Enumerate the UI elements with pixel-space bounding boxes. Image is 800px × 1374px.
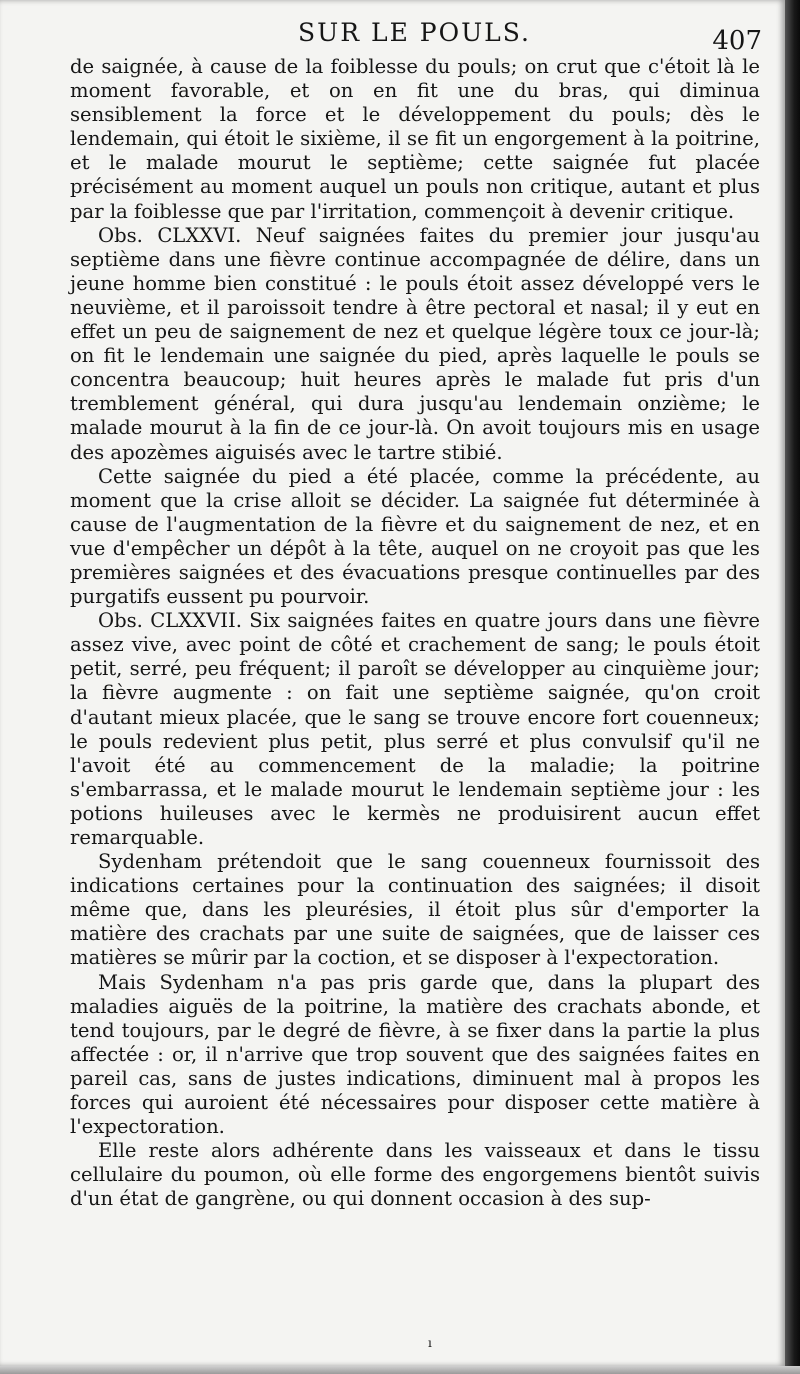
page-edge-shadow xyxy=(785,0,800,1374)
paragraph-mais-sydenham: Mais Sydenham n'a pas pris garde que, dans la plupart des maladies aiguës de la poitrine, la matière des crachats abonde, et tend toujours, par le degré de fièvre, à se fixer dans la partie la plus affectée : or, il n'arrive que trop souvent que des saignées faites en pareil cas, sans de justes indications, diminuent mal à propos les forces qui auroient été nécessaires pour disposer cette matière à l'expectoration. xyxy=(70,970,760,1139)
paragraph-continuation: de saignée, à cause de la foiblesse du pouls; on crut que c'étoit là le moment favorable, et on en fit une du bras, qui diminua sensiblement la force et le développement du pouls; dès le lendemain, qui étoit le sixième, il se fit un engorgement à la poitrine, et le malade mourut le septième; cette saignée fut placée précisément au moment auquel un pouls non critique, autant et plus par la foiblesse que par l'irritation, commençoit à devenir critique. xyxy=(70,55,760,223)
body-text xyxy=(70,55,760,1212)
page-header xyxy=(70,16,770,56)
paragraph-obs-clxxvii: Obs. CLXXVII. Six saignées faites en quatre jours dans une fièvre assez vive, avec point de côté et crachement de sang; le pouls étoit petit, serré, peu fréquent; il paroît se développer au cinquième jour; la fièvre augmente : on fait une septième saignée, qu'on croit d'autant mieux placée, que le sang se trouve encore fort couenneux; le pouls redevient plus petit, plus serré et plus convulsif qu'il ne l'avoit été au commencement de la maladie; la poitrine s'embarrassa, et le malade mourut le lendemain septième jour : les potions huileuses avec le kermès ne produisirent aucun effet remarquable. xyxy=(70,609,760,849)
paragraph-obs-clxxvi: Obs. CLXXVI. Neuf saignées faites du premier jour jusqu'au septième dans une fièvre continue accompagnée de délire, dans un jeune homme bien constitué : le pouls étoit assez développé vers le neuvième, et il paroissoit tendre à être pectoral et nasal; il y eut en effet un peu de saignement de nez et quelque légère toux ce jour-là; on fit le lendemain une saignée du pied, après laquelle le pouls se concentra beaucoup; huit heures après le malade fut pris d'un tremblement général, qui dura jusqu'au lendemain onzième; le malade mourut à la fin de ce jour-là. On avoit toujours mis en usage des apozèmes aiguisés avec le tartre stibié. xyxy=(70,223,760,464)
paragraph-sydenham: Sydenham prétendoit que le sang couenneux fournissoit des indications certaines pour la continuation des saignées; il disoit même que, dans les pleurésies, il étoit plus sûr d'emporter la matière des crachats par une suite de saignées, que de laisser ces matières se mûrir par la coction, et se disposer à l'expectoration. xyxy=(70,850,760,970)
page-bottom-edge xyxy=(0,1366,800,1374)
paragraph-elle-reste: Elle reste alors adhérente dans les vaisseaux et dans le tissu cellulaire du poumon, où elle forme des engorgemens bientôt suivis d'un état de gangrène, ou qui donnent occasion à des sup- xyxy=(70,1139,760,1211)
page-number: 407 xyxy=(712,26,762,56)
paragraph-commentary-1: Cette saignée du pied a été placée, comme la précédente, au moment que la crise alloit se décider. La saignée fut déterminée à cause de l'augmentation de la fièvre et du saignement de nez, et en vue d'empêcher un dépôt à la tête, auquel on ne croyoit pas que les premières saignées et des évacuations presque continuelles par des purgatifs eussent pu pourvoir. xyxy=(70,464,760,609)
running-title: SUR LE POULS. xyxy=(298,18,531,47)
footer-mark: ı xyxy=(428,1336,432,1350)
